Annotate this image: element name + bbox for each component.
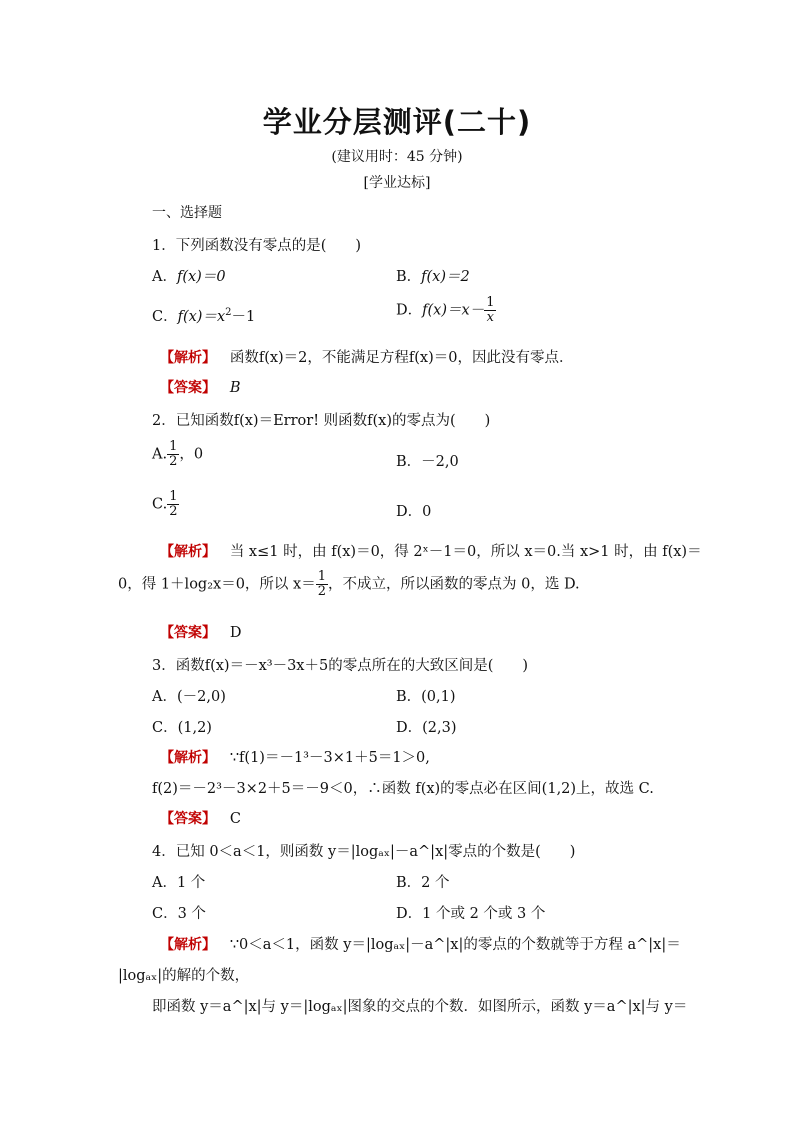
q4-stem: 4．已知 0＜a＜1，则函数 y＝|logₐₓ|－a^|x|零点的个数是( ) xyxy=(152,844,576,860)
q1-analysis: 【解析】 函数f(x)＝2，不能满足方程f(x)＝0，因此没有零点． xyxy=(160,350,574,366)
fraction-one-over-x: $\frac{1}{x}$ xyxy=(486,295,495,325)
q4-analysis-line1: 【解析】 ∵0＜a＜1，函数 y＝|logₐₓ|－a^|x|的零点的个数就等于方程 a^|x|＝ xyxy=(160,937,681,953)
q3-option-a: A．(－2,0) xyxy=(152,689,226,705)
q1-option-d: D．f(x)＝x－ $\frac{1}{x}$ xyxy=(396,295,495,325)
fraction-one-half: $\frac{1}{2}$ xyxy=(169,439,178,469)
q2-option-d: D．0 xyxy=(396,504,432,520)
q3-analysis-line1: 【解析】 ∵f(1)＝－1³－3×1＋5＝1＞0, xyxy=(160,750,430,766)
q1-option-c: C．$f(x)=x^2-1$ xyxy=(152,307,256,325)
q3-option-b: B．(0,1) xyxy=(396,689,456,705)
time-hint: (建议用时：45 分钟) xyxy=(331,149,463,165)
q3-analysis-line2: f(2)＝－2³－3×2＋5＝－9＜0，∴函数 f(x)的零点必在区间(1,2)上，故选 C. xyxy=(152,781,654,797)
q4-option-b: B．2 个 xyxy=(396,875,450,891)
q1-option-a: A．f(x)＝0 xyxy=(152,269,226,285)
q1-option-b: B．f(x)＝2 xyxy=(396,269,470,285)
q2-option-a: A. $\frac{1}{2}$ ，0 xyxy=(152,439,204,469)
q3-option-d: D．(2,3) xyxy=(396,720,457,736)
q4-analysis-line3: 即函数 y＝a^|x|与 y＝|logₐₓ|图象的交点的个数．如图所示，函数 y＝a^|x|与 y＝ xyxy=(152,999,688,1015)
q3-stem: 3．函数f(x)＝－x³－3x＋5的零点所在的大致区间是( ) xyxy=(152,658,529,674)
q3-answer: 【答案】 C xyxy=(160,811,241,827)
q2-option-b: B．－2,0 xyxy=(396,454,459,470)
q4-analysis-line2: |logₐₓ|的解的个数， xyxy=(118,968,250,984)
page-title: 学业分层测评(二十) xyxy=(262,105,532,139)
q2-stem: 2．已知函数f(x)＝Error! 则函数f(x)的零点为( ) xyxy=(152,413,491,429)
q1-stem: 1．下列函数没有零点的是( ) xyxy=(152,238,362,254)
q1-answer: 【答案】 B xyxy=(160,380,241,396)
part-heading: 一、选择题 xyxy=(152,205,222,221)
q2-option-c: C. $\frac{1}{2}$ xyxy=(152,489,178,519)
q4-option-d: D．1 个或 2 个或 3 个 xyxy=(396,906,546,922)
q2-analysis-line1: 【解析】 当 x≤1 时，由 f(x)＝0，得 2ˣ－1＝0，所以 x＝0.当 x>1 时，由 f(x)＝ xyxy=(160,544,702,560)
fraction-one-half: $\frac{1}{2}$ xyxy=(317,569,326,599)
q4-option-a: A．1 个 xyxy=(152,875,206,891)
fraction-one-half: $\frac{1}{2}$ xyxy=(169,489,178,519)
q4-option-c: C．3 个 xyxy=(152,906,206,922)
q2-answer: 【答案】 D xyxy=(160,625,242,641)
section-label: [学业达标] xyxy=(363,175,431,191)
q3-option-c: C．(1,2) xyxy=(152,720,212,736)
q2-analysis-line2: 0，得 1＋log₂x＝0，所以 x＝ $\frac{1}{2}$ ，不成立，所以函数的零点为 0，选 D. xyxy=(118,569,580,599)
